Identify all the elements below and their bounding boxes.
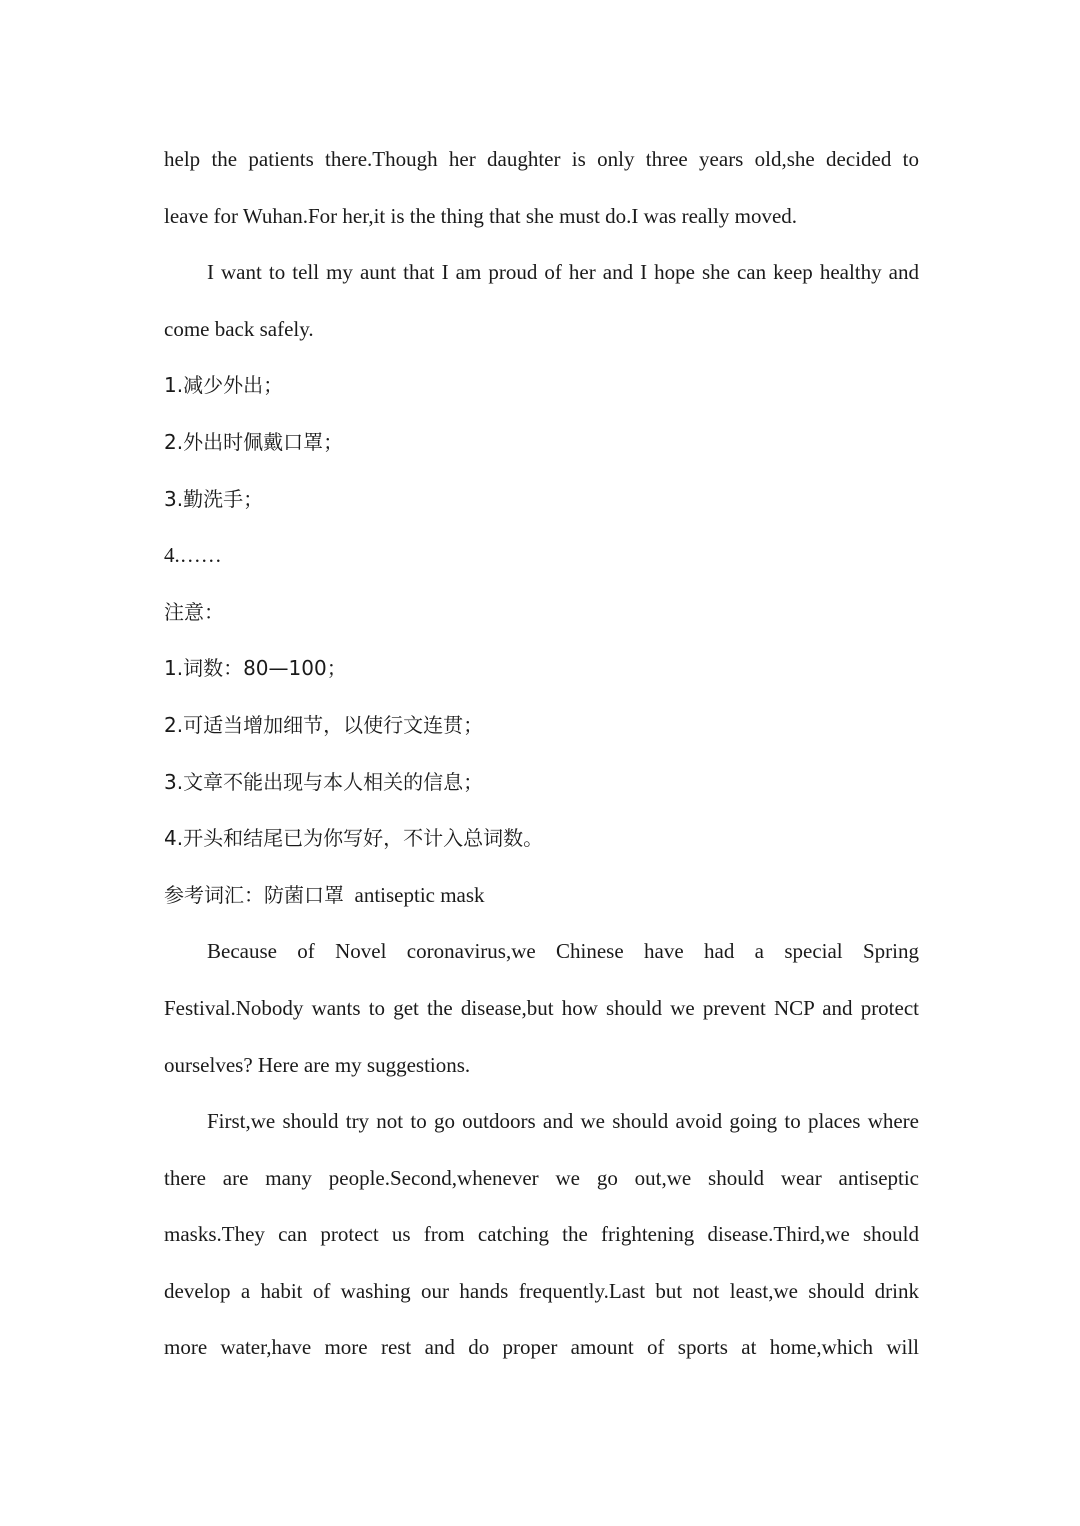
note-item: 4.开头和结尾已为你写好，不计入总词数。	[164, 826, 544, 851]
passage-line: help the patients there.Though her daughter is only three years old,she decided to	[164, 147, 919, 171]
essay-line: masks.They can protect us from catching the frightening disease.Third,we should	[164, 1222, 919, 1247]
note-item: 3.文章不能出现与本人相关的信息；	[164, 769, 484, 794]
essay-line: Festival.Nobody wants to get the disease,but how should we prevent NCP and protect	[164, 995, 919, 1020]
essay-line: Because of Novel coronavirus,we Chinese have had a special Spring	[207, 939, 919, 964]
essay-line: there are many people.Second,whenever we go out,we should wear antiseptic	[164, 1165, 919, 1190]
notes-heading: 注意：	[164, 599, 224, 624]
vocab-term: antiseptic mask	[354, 882, 485, 907]
suggestion-item: 2.外出时佩戴口罩；	[164, 429, 344, 454]
vocab-label: 参考词汇：防菌口罩	[164, 882, 344, 907]
suggestion-item: 1.减少外出；	[164, 373, 284, 398]
note-item: 2.可适当增加细节，以使行文连贯；	[164, 712, 484, 737]
passage-line: leave for Wuhan.For her,it is the thing that she must do.I was really moved.	[164, 203, 798, 228]
essay-line: First,we should try not to go outdoors and we should avoid going to places where	[207, 1109, 919, 1134]
passage-line: come back safely.	[164, 316, 314, 341]
essay-line: more water,have more rest and do proper amount of sports at home,which will	[164, 1335, 919, 1360]
suggestion-item: 4.……	[164, 543, 222, 568]
suggestion-item: 3.勤洗手；	[164, 486, 264, 511]
note-item: 1.词数：80—100；	[164, 656, 347, 681]
document-page	[164, 131, 919, 1376]
essay-line: ourselves? Here are my suggestions.	[164, 1052, 471, 1077]
vocab-line	[164, 867, 919, 924]
essay-line: develop a habit of washing our hands frequently.Last but not least,we should drink	[164, 1278, 919, 1303]
passage-line: I want to tell my aunt that I am proud of her and I hope she can keep healthy and	[207, 260, 919, 285]
